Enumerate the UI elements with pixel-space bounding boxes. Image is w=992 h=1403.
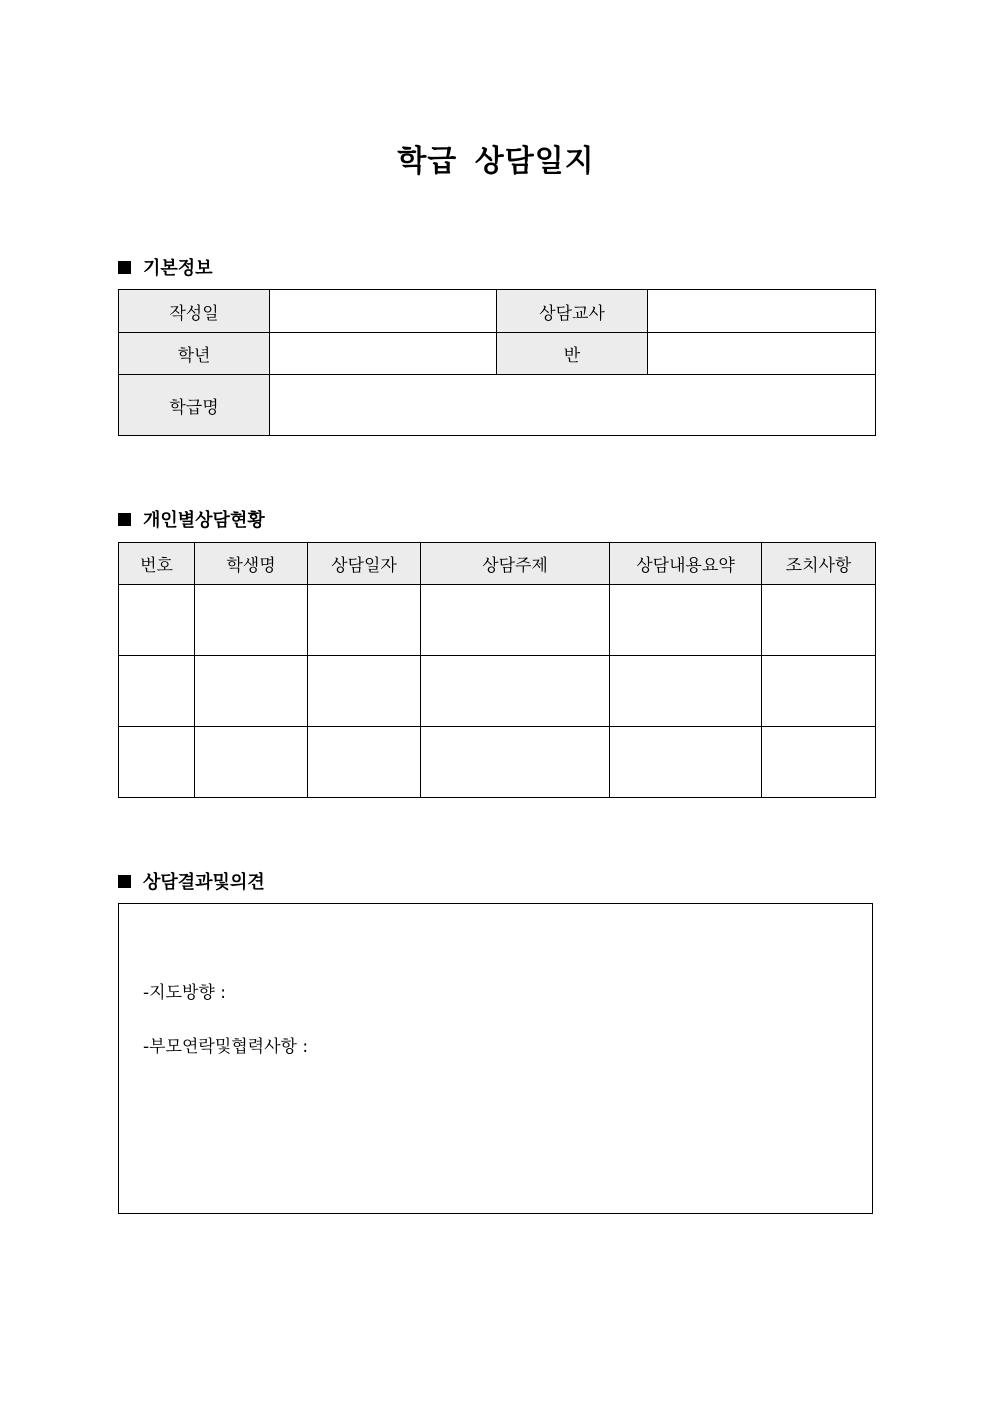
date-field[interactable] — [270, 290, 497, 333]
teacher-label: 상담교사 — [497, 290, 648, 333]
table-cell[interactable] — [610, 656, 762, 727]
table-cell[interactable] — [421, 585, 610, 656]
individual-heading-label: 개인별상담현황 — [143, 510, 265, 531]
teacher-field[interactable] — [648, 290, 876, 333]
page-title: 학급 상담일지 — [397, 144, 595, 179]
table-cell[interactable] — [762, 585, 876, 656]
basic-info-heading — [118, 254, 213, 280]
square-bullet-icon — [118, 261, 131, 274]
table-row — [119, 585, 876, 656]
table-cell[interactable] — [119, 656, 195, 727]
table-row — [119, 656, 876, 727]
grade-field[interactable] — [270, 333, 497, 375]
class-name-label: 학급명 — [119, 375, 270, 436]
results-heading-label: 상담결과및의견 — [143, 872, 265, 893]
table-cell[interactable] — [421, 656, 610, 727]
guidance-label: -지도방향 : — [143, 983, 226, 1003]
square-bullet-icon — [118, 875, 131, 888]
table-row — [119, 727, 876, 798]
class-field[interactable] — [648, 333, 876, 375]
table-cell[interactable] — [308, 656, 421, 727]
basic-info-table — [118, 289, 876, 436]
column-header: 학생명 — [195, 543, 308, 585]
table-cell[interactable] — [119, 585, 195, 656]
column-header: 상담주제 — [421, 543, 610, 585]
column-header: 상담일자 — [308, 543, 421, 585]
square-bullet-icon — [118, 513, 131, 526]
class-label: 반 — [497, 333, 648, 375]
individual-heading — [118, 506, 265, 532]
class-name-field[interactable] — [270, 375, 876, 436]
table-cell[interactable] — [195, 727, 308, 798]
individual-table — [118, 542, 876, 798]
table-cell[interactable] — [308, 727, 421, 798]
date-label: 작성일 — [119, 290, 270, 333]
column-header: 번호 — [119, 543, 195, 585]
results-box[interactable] — [118, 903, 873, 1214]
column-header: 조치사항 — [762, 543, 876, 585]
table-cell[interactable] — [308, 585, 421, 656]
table-cell[interactable] — [762, 656, 876, 727]
table-cell[interactable] — [610, 585, 762, 656]
table-cell[interactable] — [421, 727, 610, 798]
table-cell[interactable] — [119, 727, 195, 798]
table-cell[interactable] — [762, 727, 876, 798]
grade-label: 학년 — [119, 333, 270, 375]
table-cell[interactable] — [195, 585, 308, 656]
table-cell[interactable] — [610, 727, 762, 798]
parent-contact-label: -부모연락및협력사항 : — [143, 1037, 309, 1057]
results-heading — [118, 868, 265, 894]
table-cell[interactable] — [195, 656, 308, 727]
column-header: 상담내용요약 — [610, 543, 762, 585]
basic-info-heading-label: 기본정보 — [143, 258, 213, 279]
